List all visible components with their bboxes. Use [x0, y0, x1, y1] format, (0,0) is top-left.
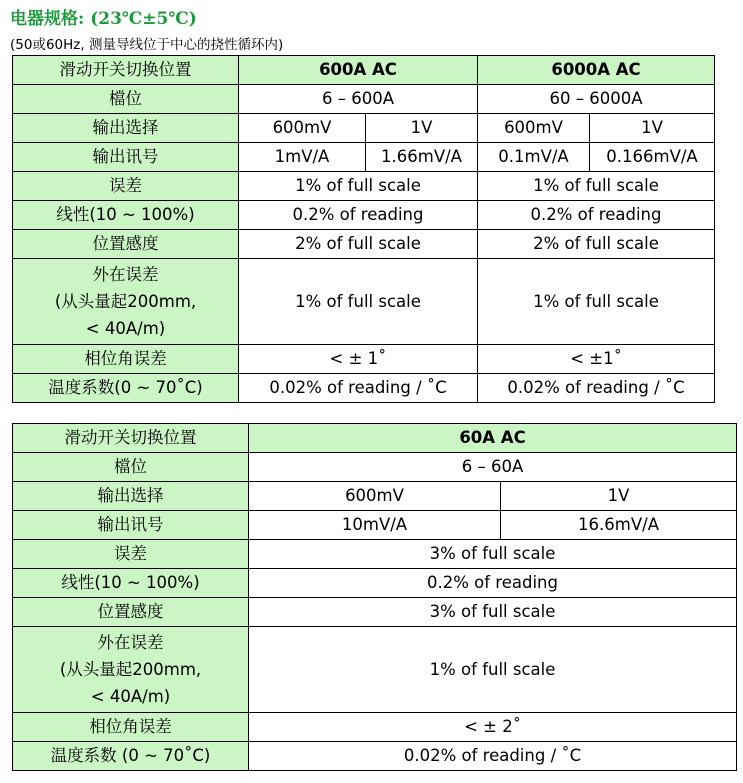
- linearity-60a-cell: 0.2% of reading: [249, 569, 737, 598]
- linearity-label-cell: 线性(10 ~ 100%): [13, 569, 249, 598]
- temp-6000a-cell: 0.02% of reading / ˚C: [478, 374, 715, 403]
- linearity-600a-cell: 0.2% of reading: [239, 201, 478, 230]
- error-6000a-cell: 1% of full scale: [478, 172, 715, 201]
- external-error-label-line: 外在误差: [97, 633, 164, 652]
- output-600a-600mv-cell: 600mV: [239, 114, 366, 143]
- position-sensitivity-label-cell: 位置感度: [13, 230, 239, 259]
- external-6000a-cell: 1% of full scale: [478, 259, 715, 345]
- header-label-cell: 滑动开关切换位置: [13, 56, 239, 85]
- signal-60a-1-cell: 10mV/A: [249, 511, 501, 540]
- position-600a-cell: 2% of full scale: [239, 230, 478, 259]
- signal-6000a-1-cell: 0.1mV/A: [478, 143, 590, 172]
- header-label-cell: 滑动开关切换位置: [13, 424, 249, 453]
- output-select-label-cell: 输出选择: [13, 114, 239, 143]
- output-signal-label-cell: 输出讯号: [13, 143, 239, 172]
- external-error-label-cell: [13, 627, 249, 713]
- range-label-cell: 檔位: [13, 85, 239, 114]
- error-label-cell: 误差: [13, 540, 249, 569]
- error-label-cell: 误差: [13, 172, 239, 201]
- column-header-60a: 60A AC: [249, 424, 737, 453]
- error-60a-cell: 3% of full scale: [249, 540, 737, 569]
- output-signal-label-cell: 输出讯号: [13, 511, 249, 540]
- temp-coefficient-label-cell: 温度系数 (0 ~ 70˚C): [13, 742, 249, 771]
- external-error-label-line: 外在误差: [92, 265, 159, 284]
- signal-600a-1-cell: 1mV/A: [239, 143, 366, 172]
- error-600a-cell: 1% of full scale: [239, 172, 478, 201]
- range-6000a-cell: 60 – 6000A: [478, 85, 715, 114]
- output-select-label-cell: 输出选择: [13, 482, 249, 511]
- external-600a-cell: 1% of full scale: [239, 259, 478, 345]
- spec-title: 电器规格: (23℃±5℃): [10, 9, 197, 29]
- external-error-label-line: < 40A/m): [90, 687, 171, 706]
- external-error-label-line: (从头量起200mm,: [59, 660, 202, 679]
- spec-table-60a: [12, 423, 737, 771]
- external-error-label-cell: [13, 259, 239, 345]
- range-label-cell: 檔位: [13, 453, 249, 482]
- spec-table-600a-6000a: [12, 55, 715, 403]
- temp-coefficient-label-cell: 温度系数(0 ~ 70˚C): [13, 374, 239, 403]
- signal-6000a-2-cell: 0.166mV/A: [590, 143, 715, 172]
- temp-60a-cell: 0.02% of reading / ˚C: [249, 742, 737, 771]
- output-60a-1v-cell: 1V: [501, 482, 737, 511]
- external-error-label-line: < 40A/m): [85, 319, 166, 338]
- range-60a-cell: 6 – 60A: [249, 453, 737, 482]
- signal-60a-2-cell: 16.6mV/A: [501, 511, 737, 540]
- output-60a-600mv-cell: 600mV: [249, 482, 501, 511]
- position-sensitivity-label-cell: 位置感度: [13, 598, 249, 627]
- spec-subtitle: (50或60Hz, 测量导线位于中心的挠性循环内): [10, 37, 284, 53]
- phase-error-label-cell: 相位角误差: [13, 713, 249, 742]
- output-600a-1v-cell: 1V: [366, 114, 478, 143]
- linearity-label-cell: 线性(10 ~ 100%): [13, 201, 239, 230]
- external-error-label-line: (从头量起200mm,: [54, 292, 197, 311]
- external-60a-cell: 1% of full scale: [249, 627, 737, 713]
- output-6000a-600mv-cell: 600mV: [478, 114, 590, 143]
- position-60a-cell: 3% of full scale: [249, 598, 737, 627]
- temp-600a-cell: 0.02% of reading / ˚C: [239, 374, 478, 403]
- signal-600a-2-cell: 1.66mV/A: [366, 143, 478, 172]
- linearity-6000a-cell: 0.2% of reading: [478, 201, 715, 230]
- phase-600a-cell: < ± 1˚: [239, 345, 478, 374]
- phase-60a-cell: < ± 2˚: [249, 713, 737, 742]
- output-6000a-1v-cell: 1V: [590, 114, 715, 143]
- phase-error-label-cell: 相位角误差: [13, 345, 239, 374]
- column-header-600a: 600A AC: [239, 56, 478, 85]
- range-600a-cell: 6 – 600A: [239, 85, 478, 114]
- column-header-6000a: 6000A AC: [478, 56, 715, 85]
- phase-6000a-cell: < ±1˚: [478, 345, 715, 374]
- position-6000a-cell: 2% of full scale: [478, 230, 715, 259]
